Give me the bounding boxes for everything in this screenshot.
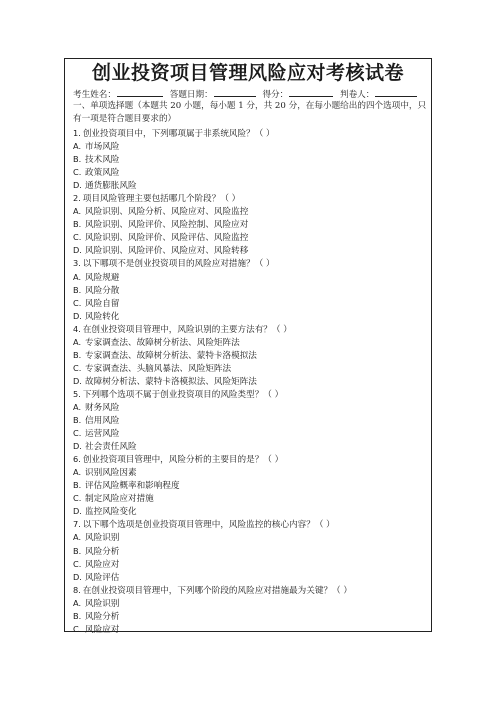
answer-option[interactable] [73, 610, 427, 623]
option-text: 评估风险概率和影响程度 [85, 481, 180, 492]
answer-option[interactable] [73, 440, 427, 453]
answer-option[interactable] [73, 244, 427, 257]
option-text: 风险识别、风险评价、风险应对、风险转移 [85, 246, 249, 257]
question-text: 项目风险管理主要包括哪几个阶段？（ ） [82, 194, 241, 205]
option-text: 风险转化 [85, 311, 120, 322]
option-text: 社会责任风险 [85, 442, 137, 453]
option-letter: B. [73, 154, 82, 165]
grader-blank[interactable] [375, 88, 417, 97]
question-number: 1. [73, 128, 81, 138]
question-number: 4. [73, 323, 81, 334]
option-letter: B. [73, 545, 82, 556]
option-text: 风险分析 [85, 546, 120, 557]
question-number: 5. [73, 388, 81, 399]
question-stem [73, 192, 427, 205]
question-text: 下列哪个选项不属于创业投资项目的风险类型？（ ） [82, 389, 284, 400]
option-letter: B. [73, 415, 82, 426]
answer-option[interactable] [73, 231, 427, 244]
answer-option[interactable] [73, 466, 427, 479]
question-number: 8. [73, 584, 81, 595]
option-letter: D. [73, 245, 82, 256]
option-text: 监控风险变化 [85, 507, 137, 518]
question-stem [73, 127, 427, 140]
question-stem [73, 388, 427, 401]
option-letter: C. [73, 558, 82, 569]
option-letter: A. [73, 597, 82, 608]
answer-option[interactable] [73, 375, 427, 388]
option-letter: D. [73, 441, 82, 452]
answer-option[interactable] [73, 427, 427, 440]
examinee-name-blank[interactable] [117, 88, 163, 97]
option-letter: C. [73, 297, 82, 308]
option-text: 风险规避 [85, 272, 120, 283]
question-stem [73, 518, 427, 531]
option-letter: C. [73, 623, 82, 634]
answer-option[interactable] [73, 414, 427, 427]
option-text: 识别风险因素 [85, 468, 137, 479]
answer-option[interactable] [73, 271, 427, 284]
question-stem [73, 584, 427, 597]
question-text: 在创业投资项目管理中，风险识别的主要方法有？（ ） [82, 324, 292, 335]
answer-option[interactable] [73, 140, 427, 153]
exam-title: 创业投资项目管理风险应对考核试卷 [91, 62, 404, 84]
option-text: 风险分析 [85, 611, 120, 622]
option-text: 风险自留 [85, 298, 120, 309]
answer-option[interactable] [73, 492, 427, 505]
option-text: 技术风险 [85, 155, 120, 166]
option-text: 风险分散 [85, 285, 120, 296]
option-text: 政策风险 [85, 168, 120, 179]
question-text: 以下哪个选项是创业投资项目管理中，风险监控的核心内容？（ ） [82, 520, 335, 531]
answer-option[interactable] [73, 284, 427, 297]
option-letter: B. [73, 610, 82, 621]
answer-option[interactable] [73, 401, 427, 414]
question-text: 创业投资项目中，下列哪项属于非系统风险？（ ） [82, 129, 275, 139]
answer-option[interactable] [73, 166, 427, 179]
answer-option[interactable] [73, 218, 427, 231]
option-letter: B. [73, 219, 82, 230]
answer-option[interactable] [73, 479, 427, 492]
option-letter: C. [73, 493, 82, 504]
answer-option[interactable] [73, 310, 427, 323]
option-letter: A. [73, 206, 82, 217]
option-text: 市场风险 [85, 142, 120, 153]
option-letter: A. [73, 336, 82, 347]
exam-date-label: 答题日期： [169, 90, 213, 100]
question-number: 2. [73, 193, 81, 204]
option-text: 风险识别、风险评价、风险评估、风险监控 [85, 233, 249, 244]
question-number: 3. [73, 258, 81, 269]
answer-option[interactable] [73, 545, 427, 558]
option-letter: B. [73, 284, 82, 295]
option-text: 风险识别 [85, 598, 120, 609]
option-text: 风险应对 [85, 624, 120, 635]
option-letter: D. [73, 310, 82, 321]
answer-option[interactable] [73, 597, 427, 610]
question-list [73, 127, 427, 636]
score-blank[interactable] [289, 88, 333, 97]
question-stem [73, 257, 427, 270]
option-text: 故障树分析法、蒙特卡洛模拟法、风险矩阵法 [85, 376, 257, 387]
answer-option[interactable] [73, 336, 427, 349]
question-stem [73, 323, 427, 336]
answer-option[interactable] [73, 505, 427, 518]
option-letter: A. [73, 532, 82, 543]
question-text: 创业投资项目管理中，风险分析的主要目的是？（ ） [82, 455, 284, 466]
question-stem [73, 453, 427, 466]
question-text: 在创业投资项目管理中，下列哪个阶段的风险应对措施最为关键？（ ） [82, 585, 352, 596]
option-text: 风险识别、风险分析、风险应对、风险监控 [85, 207, 249, 218]
answer-option[interactable] [73, 623, 427, 636]
question-text: 以下哪项不是创业投资项目的风险应对措施？（ ） [82, 259, 275, 270]
grader-label: 判卷人： [339, 90, 375, 100]
option-text: 专家调查法、故障树分析法、蒙特卡洛模拟法 [85, 350, 257, 361]
option-text: 风险识别、风险评价、风险控制、风险应对 [85, 220, 249, 231]
option-letter: C. [73, 167, 82, 178]
option-text: 风险评估 [85, 572, 120, 583]
question-number: 6. [73, 454, 81, 465]
option-letter: C. [73, 362, 82, 373]
option-text: 通货膨胀风险 [85, 181, 137, 192]
option-letter: D. [73, 571, 82, 582]
option-letter: A. [73, 467, 82, 478]
option-text: 风险识别 [85, 533, 120, 544]
answer-option[interactable] [73, 297, 427, 310]
examinee-name-label: 考生姓名： [73, 90, 116, 100]
option-letter: B. [73, 480, 82, 491]
answer-option[interactable] [73, 558, 427, 571]
option-text: 风险应对 [85, 559, 120, 570]
option-letter: C. [73, 428, 82, 439]
option-letter: C. [73, 232, 82, 243]
option-letter: D. [73, 180, 82, 191]
option-text: 专家调查法、头脑风暴法、风险矩阵法 [85, 363, 232, 374]
option-letter: D. [73, 506, 82, 517]
option-text: 信用风险 [85, 416, 120, 427]
answer-option[interactable] [73, 179, 427, 192]
answer-option[interactable] [73, 153, 427, 166]
option-letter: D. [73, 375, 82, 386]
option-letter: B. [73, 349, 82, 360]
section-instructions: 一、单项选择题（本题共 20 小题，每小题 1 分，共 20 分，在每小题给出的四个选项中，只有一项是符合题目要求的） [73, 101, 427, 124]
option-text: 制定风险应对措施 [85, 494, 154, 505]
option-text: 财务风险 [85, 402, 120, 413]
option-text: 运营风险 [85, 429, 120, 440]
option-text: 专家调查法、故障树分析法、风险矩阵法 [85, 337, 240, 348]
question-number: 7. [73, 519, 81, 530]
answer-option[interactable] [73, 571, 427, 584]
option-letter: A. [73, 271, 82, 282]
answer-option[interactable] [73, 205, 427, 218]
answer-option[interactable] [73, 531, 427, 544]
answer-option[interactable] [73, 349, 427, 362]
option-letter: A. [73, 401, 82, 412]
answer-option[interactable] [73, 362, 427, 375]
exam-date-blank[interactable] [214, 88, 256, 97]
score-label: 得分： [262, 90, 289, 100]
option-letter: A. [73, 141, 82, 152]
